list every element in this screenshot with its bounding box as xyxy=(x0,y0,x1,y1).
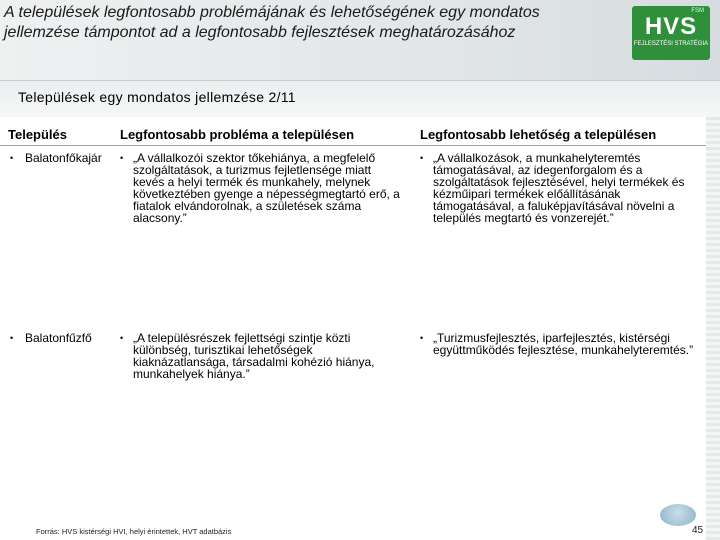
bullet-icon: • xyxy=(10,333,14,343)
row-1-problem: „A vállalkozói szektor tőkehiánya, a megfelelő szolgáltatások, a turizmus fejletlensége miatt kevés a helyi termék és munkahely, melynek következtében gyenge a népességmegtartó erő, a fiatalok elvándorolnak, a születések száma alacsony.” xyxy=(133,151,400,225)
slide-title xyxy=(4,3,604,43)
bullet-icon: • xyxy=(420,333,424,343)
column-header-settlement: Település xyxy=(8,127,68,142)
row-2-problem: „A településrészek fejlettségi szintje közti különbség, turisztikai lehetőségek kiaknázatlansága, társadalmi kohézió hiánya, munkahelyek hiánya.” xyxy=(133,331,375,381)
title-line-2: jellemzése támpontot ad a legfontosabb fejlesztések meghatározásához xyxy=(4,24,516,41)
logo-sub-text: FEJLESZTÉSI STRATÉGIA xyxy=(633,41,709,47)
emblem-icon xyxy=(660,504,696,526)
row-1-opportunity: „A vállalkozások, a munkahelyteremtés támogatásával, az idegenforgalom és a szolgáltatások fejlesztésével, helyi termékek és kézműipari termékek előállításának támogatásával, a faluképjavításával növelni a település megtartó és vonzerejét.” xyxy=(433,151,685,225)
column-header-opportunity: Legfontosabb lehetőség a településen xyxy=(420,127,657,142)
column-header-problem: Legfontosabb probléma a településen xyxy=(120,127,355,142)
bullet-icon: • xyxy=(420,153,424,163)
header-divider xyxy=(0,145,706,146)
page-number: 45 xyxy=(692,525,704,536)
hvs-logo xyxy=(632,6,710,60)
logo-main-text: HVS xyxy=(644,13,698,40)
side-decoration xyxy=(706,116,720,540)
bullet-icon: • xyxy=(10,153,14,163)
title-line-1: A települések legfontosabb problémájának és lehetőségének egy mondatos xyxy=(4,4,540,21)
bullet-icon: • xyxy=(120,153,124,163)
row-1-settlement: Balatonfőkajár xyxy=(25,151,102,165)
row-2-opportunity: „Turizmusfejlesztés, iparfejlesztés, kistérségi együttműködés fejlesztése, munkahelyteremtés.” xyxy=(433,331,694,357)
logo-top-text: FSM xyxy=(691,8,704,14)
section-subtitle: Települések egy mondatos jellemzése 2/11 xyxy=(18,89,296,105)
bullet-icon: • xyxy=(120,333,124,343)
row-2-settlement: Balatonfűzfő xyxy=(25,331,92,345)
source-footnote: Forrás: HVS kistérségi HVI, helyi érintettek, HVT adatbázis xyxy=(36,527,232,536)
